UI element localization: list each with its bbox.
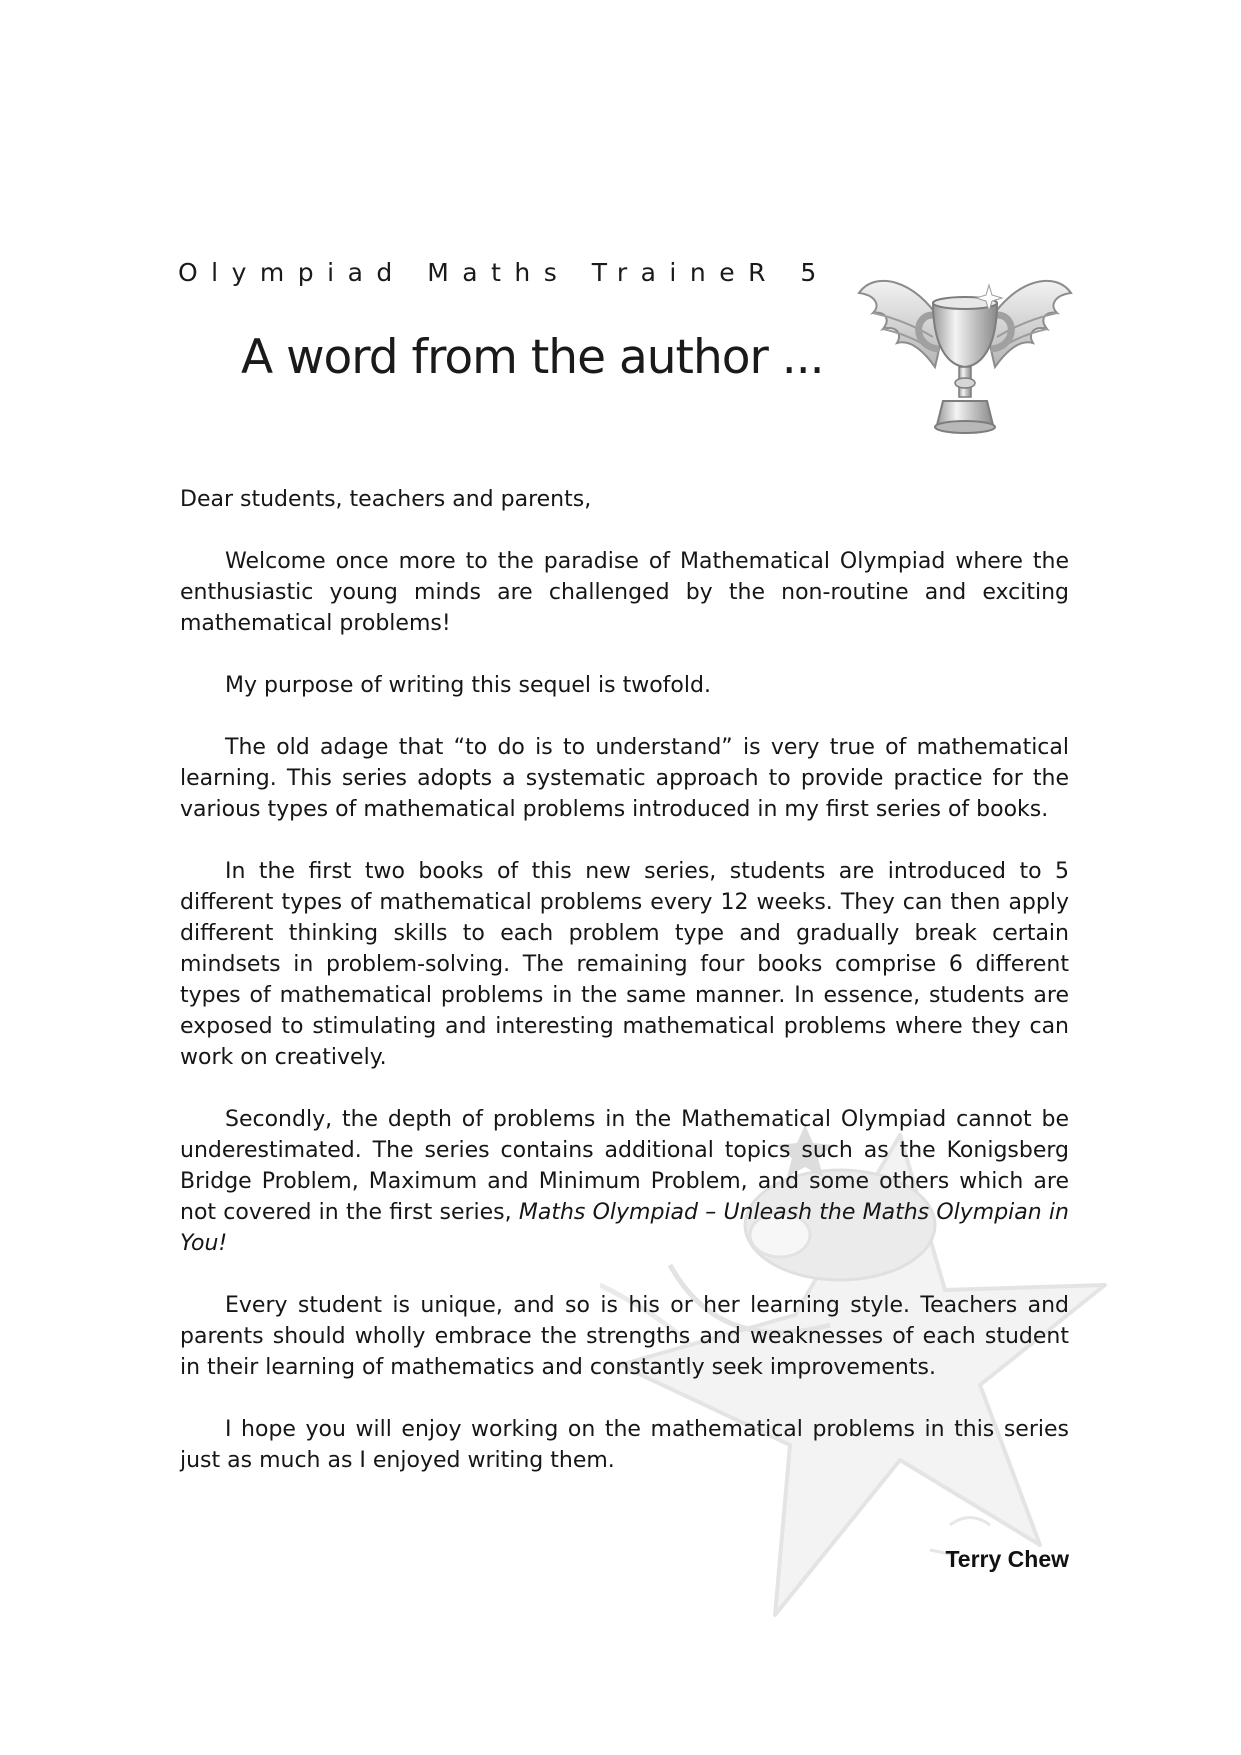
letter-body xyxy=(180,484,1069,1507)
salutation: Dear students, teachers and parents, xyxy=(180,487,592,512)
paragraph-welcome: Welcome once more to the paradise of Mathematical Olympiad where the enthusiastic young minds are challenged by the non-routine and exciting mathematical problems! xyxy=(180,549,1069,636)
paragraph-purpose: My purpose of writing this sequel is twofold. xyxy=(225,673,711,698)
author-signature: Terry Chew xyxy=(945,1546,1069,1572)
paragraph-depth xyxy=(180,1104,1069,1259)
paragraph-closing: I hope you will enjoy working on the mathematical problems in this series just as much as I enjoyed writing them. xyxy=(180,1417,1069,1473)
paragraph-first-books: In the first two books of this new series, students are introduced to 5 different types of mathematical problems every 12 weeks. They can then apply different thinking skills to each problem type and gradually break certain mindsets in problem-solving. The remaining four books comprise 6 different types of mathematical problems in the same manner. In essence, students are exposed to stimulating and interesting mathematical problems where they can work on creatively. xyxy=(180,859,1069,1070)
winged-trophy-icon xyxy=(855,275,1075,450)
paragraph-depth-text: Secondly, the depth of problems in the Mathematical Olympiad cannot be underestimated. The series contains additional topics such as the Konigsberg Bridge Problem, Maximum and Minimum Problem, and some others which are not covered in the first series, xyxy=(180,1107,1069,1225)
page-heading: A word from the author ... xyxy=(241,330,824,385)
book-title: Maths Olympiad – Unleash the Maths Olympian in You! xyxy=(180,1200,1069,1256)
series-title: Olympiad Maths TraineR 5 xyxy=(178,258,830,287)
paragraph-unique: Every student is unique, and so is his or her learning style. Teachers and parents should wholly embrace the strengths and weaknesses of each student in their learning of mathematics and constantly seek improvements. xyxy=(180,1293,1069,1380)
paragraph-adage: The old adage that “to do is to understand” is very true of mathematical learning. This series adopts a systematic approach to provide practice for the various types of mathematical problems introduced in my first series of books. xyxy=(180,735,1069,822)
